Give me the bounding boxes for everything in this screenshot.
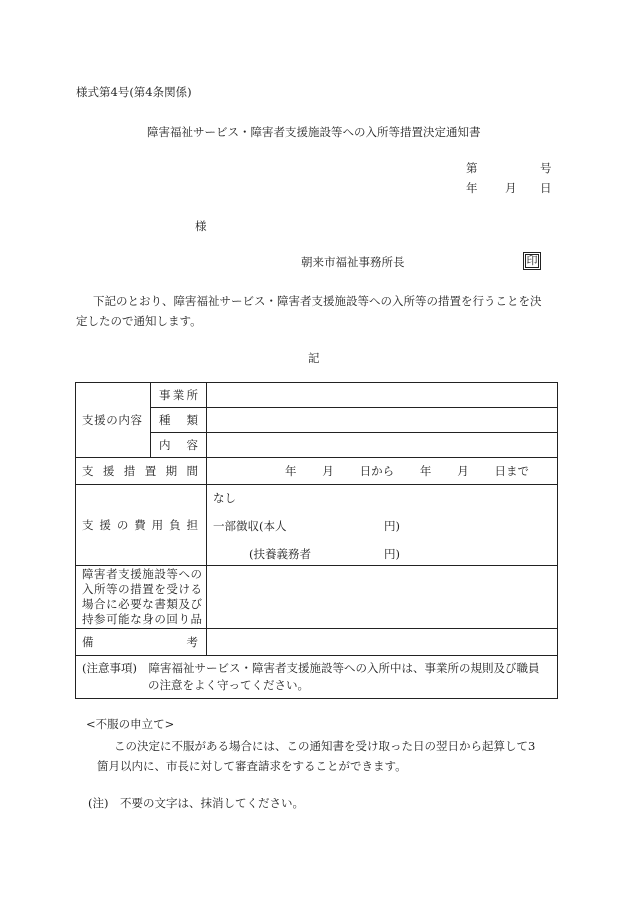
intro-line-1: 下記のとおり、障害福祉サービス・障害者支援施設等への入所等の措置を行うことを決 <box>93 294 542 308</box>
support-content-label: 支援の内容 <box>76 383 151 458</box>
items-label: 障害者支援施設等への 入所等の措置を受ける 場合に必要な書類及び 持参可能な身の回り品 <box>76 566 207 629</box>
notes-text-2: の注意をよく守ってください。 <box>148 678 309 692</box>
objection-line-2: 箇月以内に、市長に対して審査請求をすることができます。 <box>97 759 407 773</box>
period-start-year: 年 <box>285 464 297 478</box>
doc-number-dai: 第 <box>466 161 478 175</box>
fee-yen-1: 円) <box>384 519 400 533</box>
business-field[interactable] <box>207 383 558 408</box>
notes-label: (注意事項) <box>82 661 137 675</box>
date-day: 日 <box>540 181 552 195</box>
fee-label: 支援の費用負担 <box>76 485 207 566</box>
period-end-day: 日まで <box>494 464 529 478</box>
notes-text-1: 障害福祉サービス・障害者支援施設等への入所中は、事業所の規則及び職員 <box>148 661 540 675</box>
remarks-field[interactable] <box>207 629 558 656</box>
period-end-year: 年 <box>419 464 432 478</box>
objection-heading: <不服の申立て> <box>86 717 175 731</box>
objection-line-1: この決定に不服がある場合には、この通知書を受け取った日の翌日から起算して3 <box>114 739 536 753</box>
period-start-month: 月 <box>322 464 334 478</box>
ki-heading: 記 <box>308 351 320 365</box>
fee-field[interactable] <box>207 485 558 566</box>
period-end-month: 月 <box>457 464 469 478</box>
fee-partial: 一部徴収(本人 <box>213 519 287 533</box>
items-field[interactable] <box>207 566 558 629</box>
seal-stamp <box>523 252 541 270</box>
notice-table <box>75 382 558 699</box>
content-field[interactable] <box>207 433 558 458</box>
notes-cell <box>76 656 558 699</box>
intro-line-2: 定したので通知します。 <box>76 314 202 328</box>
document-title: 障害福祉サービス・障害者支援施設等への入所等措置決定通知書 <box>147 125 481 139</box>
doc-number-go: 号 <box>540 161 552 175</box>
period-field[interactable] <box>207 458 558 485</box>
date-month: 月 <box>505 181 517 195</box>
form-number: 様式第4号(第4条関係) <box>76 85 192 99</box>
fee-none: なし <box>213 491 236 505</box>
date-year: 年 <box>466 181 478 195</box>
issuer-name: 朝来市福祉事務所長 <box>301 255 405 269</box>
footnote: (注) 不要の文字は、抹消してください。 <box>88 796 304 810</box>
addressee-suffix: 様 <box>195 219 207 233</box>
remarks-label: 備考 <box>76 629 207 656</box>
kind-label: 種類 <box>151 408 207 433</box>
seal-label: 印 <box>526 254 538 267</box>
period-start-day: 日から <box>359 464 395 478</box>
fee-guardian: (扶養義務者 <box>249 547 311 561</box>
kind-field[interactable] <box>207 408 558 433</box>
content-label: 内容 <box>151 433 207 458</box>
period-label: 支援措置期間 <box>76 458 207 485</box>
business-label: 事業所 <box>151 383 207 408</box>
fee-yen-2: 円) <box>384 547 400 561</box>
